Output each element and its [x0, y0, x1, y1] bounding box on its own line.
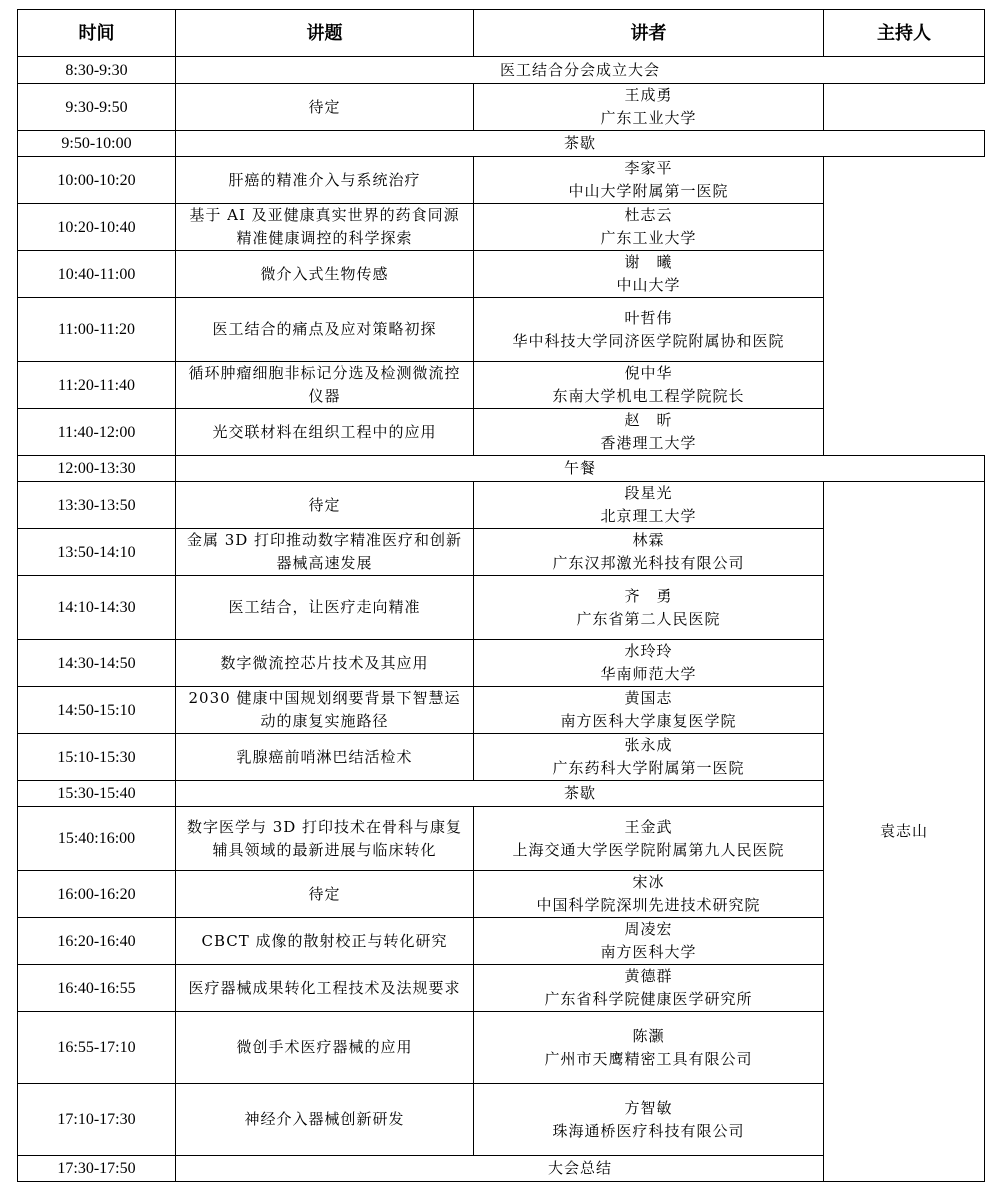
- topic-cell: 微介入式生物传感: [176, 251, 474, 298]
- speaker-name: 叶哲伟: [624, 308, 673, 327]
- topic-cell: 2030 健康中国规划纲要背景下智慧运动的康复实施路径: [176, 687, 474, 734]
- table-row: [18, 456, 985, 482]
- speaker-affiliation: 中山大学: [616, 276, 681, 294]
- speaker-name: 张永成: [624, 736, 673, 754]
- schedule-body: [18, 57, 985, 1182]
- topic-cell: 数字医学与 3D 打印技术在骨科与康复辅具领域的最新进展与临床转化: [176, 807, 474, 871]
- time-cell: 16:00-16:20: [18, 871, 176, 918]
- schedule-table: [17, 9, 985, 1182]
- topic-cell: 金属 3D 打印推动数字精准医疗和创新器械高速发展: [176, 529, 474, 576]
- topic-cell: 光交联材料在组织工程中的应用: [176, 409, 474, 456]
- speaker-cell: [474, 157, 824, 204]
- time-cell: 11:20-11:40: [18, 362, 176, 409]
- speaker-cell: [474, 640, 824, 687]
- table-row: [18, 298, 985, 362]
- speaker-affiliation: 中山大学附属第一医院: [568, 182, 729, 200]
- table-row: [18, 781, 985, 807]
- table-row: [18, 204, 985, 251]
- topic-cell: CBCT 成像的散射校正与转化研究: [176, 918, 474, 965]
- topic-cell: 数字微流控芯片技术及其应用: [176, 640, 474, 687]
- header-speaker: 讲者: [474, 10, 824, 57]
- time-cell: 15:10-15:30: [18, 734, 176, 781]
- header-time: 时间: [18, 10, 176, 57]
- speaker-affiliation: 香港理工大学: [600, 434, 697, 452]
- time-cell: 16:40-16:55: [18, 965, 176, 1012]
- speaker-cell: [474, 734, 824, 781]
- speaker-affiliation: 广州市天鹰精密工具有限公司: [544, 1049, 753, 1068]
- speaker-cell: [474, 298, 824, 362]
- time-cell: 13:50-14:10: [18, 529, 176, 576]
- session-cell: 午餐: [176, 456, 985, 482]
- time-cell: 11:00-11:20: [18, 298, 176, 362]
- topic-cell: 基于 AI 及亚健康真实世界的药食同源精准健康调控的科学探索: [176, 204, 474, 251]
- speaker-affiliation: 北京理工大学: [600, 507, 697, 525]
- speaker-name: 倪中华: [624, 364, 673, 382]
- time-cell: 10:40-11:00: [18, 251, 176, 298]
- speaker-name: 方智敏: [624, 1098, 673, 1117]
- speaker-cell: [474, 409, 824, 456]
- topic-cell: 肝癌的精准介入与系统治疗: [176, 157, 474, 204]
- speaker-cell: [474, 918, 824, 965]
- speaker-affiliation: 广东工业大学: [600, 109, 697, 127]
- session-cell: 茶歇: [176, 131, 985, 157]
- header-row: [18, 10, 985, 57]
- speaker-affiliation: 南方医科大学: [600, 943, 697, 961]
- speaker-cell: [474, 482, 824, 529]
- topic-cell: 医工结合的痛点及应对策略初探: [176, 298, 474, 362]
- speaker-name: 林霖: [632, 531, 665, 549]
- topic-cell: 待定: [176, 482, 474, 529]
- time-cell: 10:20-10:40: [18, 204, 176, 251]
- speaker-affiliation: 珠海通桥医疗科技有限公司: [552, 1121, 745, 1140]
- host-cell: 袁志山: [824, 482, 985, 1182]
- speaker-cell: [474, 1012, 824, 1084]
- speaker-name: 周凌宏: [624, 920, 673, 938]
- speaker-affiliation: 广东省科学院健康医学研究所: [544, 990, 753, 1008]
- topic-cell: 待定: [176, 871, 474, 918]
- session-cell: 大会总结: [176, 1156, 985, 1182]
- header-topic: 讲题: [176, 10, 474, 57]
- speaker-cell: [474, 362, 824, 409]
- time-cell: 14:50-15:10: [18, 687, 176, 734]
- speaker-affiliation: 广东省第二人民医院: [576, 609, 721, 628]
- session-cell: 医工结合分会成立大会: [176, 57, 985, 84]
- speaker-affiliation: 南方医科大学康复医学院: [560, 712, 737, 730]
- time-cell: 12:00-13:30: [18, 456, 176, 482]
- time-cell: 9:50-10:00: [18, 131, 176, 157]
- speaker-name: 段星光: [624, 484, 673, 502]
- table-row: [18, 251, 985, 298]
- speaker-affiliation: 华中科技大学同济医学院附属协和医院: [512, 331, 785, 350]
- table-row: [18, 482, 985, 529]
- speaker-name: 李家平: [624, 159, 673, 177]
- speaker-affiliation: 广东药科大学附属第一医院: [552, 759, 745, 777]
- time-cell: 14:10-14:30: [18, 576, 176, 640]
- speaker-name: 宋冰: [632, 873, 665, 891]
- speaker-affiliation: 中国科学院深圳先进技术研究院: [536, 896, 761, 914]
- time-cell: 16:20-16:40: [18, 918, 176, 965]
- speaker-name: 黄国志: [624, 689, 673, 707]
- time-cell: 17:10-17:30: [18, 1084, 176, 1156]
- speaker-cell: [474, 204, 824, 251]
- speaker-cell: [474, 1084, 824, 1156]
- time-cell: 11:40-12:00: [18, 409, 176, 456]
- table-row: [18, 409, 985, 456]
- topic-cell: 医疗器械成果转化工程技术及法规要求: [176, 965, 474, 1012]
- speaker-name: 赵 昕: [624, 411, 673, 429]
- table-row: [18, 84, 985, 131]
- speaker-cell: [474, 871, 824, 918]
- speaker-cell: [474, 807, 824, 871]
- speaker-affiliation: 广东工业大学: [600, 229, 697, 247]
- time-cell: 8:30-9:30: [18, 57, 176, 84]
- topic-cell: 医工结合，让医疗走向精准: [176, 576, 474, 640]
- time-cell: 10:00-10:20: [18, 157, 176, 204]
- speaker-cell: [474, 687, 824, 734]
- table-row: [18, 57, 985, 84]
- speaker-cell: [474, 965, 824, 1012]
- speaker-name: 黄德群: [624, 967, 673, 985]
- table-row: [18, 131, 985, 157]
- time-cell: 17:30-17:50: [18, 1156, 176, 1182]
- speaker-affiliation: 东南大学机电工程学院院长: [552, 387, 745, 405]
- header-host: 主持人: [824, 10, 985, 57]
- speaker-affiliation: 华南师范大学: [600, 665, 697, 683]
- table-row: [18, 1156, 985, 1182]
- speaker-cell: [474, 576, 824, 640]
- time-cell: 14:30-14:50: [18, 640, 176, 687]
- time-cell: 15:30-15:40: [18, 781, 176, 807]
- speaker-cell: [474, 84, 824, 131]
- topic-cell: 乳腺癌前哨淋巴结活检术: [176, 734, 474, 781]
- speaker-name: 杜志云: [624, 206, 673, 224]
- speaker-name: 水玲玲: [624, 642, 673, 660]
- topic-cell: 神经介入器械创新研发: [176, 1084, 474, 1156]
- table-row: [18, 157, 985, 204]
- time-cell: 13:30-13:50: [18, 482, 176, 529]
- topic-cell: 循环肿瘤细胞非标记分选及检测微流控仪器: [176, 362, 474, 409]
- speaker-name: 王金武: [624, 817, 673, 836]
- speaker-cell: [474, 529, 824, 576]
- speaker-affiliation: 上海交通大学医学院附属第九人民医院: [512, 840, 785, 859]
- table-row: [18, 362, 985, 409]
- speaker-name: 齐 勇: [624, 586, 673, 605]
- time-cell: 16:55-17:10: [18, 1012, 176, 1084]
- time-cell: 9:30-9:50: [18, 84, 176, 131]
- speaker-affiliation: 广东汉邦激光科技有限公司: [552, 554, 745, 572]
- speaker-name: 陈灏: [632, 1026, 665, 1045]
- speaker-name: 谢 曦: [624, 253, 673, 271]
- session-cell: 茶歇: [176, 781, 985, 807]
- topic-cell: 微创手术医疗器械的应用: [176, 1012, 474, 1084]
- topic-cell: 待定: [176, 84, 474, 131]
- speaker-cell: [474, 251, 824, 298]
- time-cell: 15:40:16:00: [18, 807, 176, 871]
- speaker-name: 王成勇: [624, 86, 673, 104]
